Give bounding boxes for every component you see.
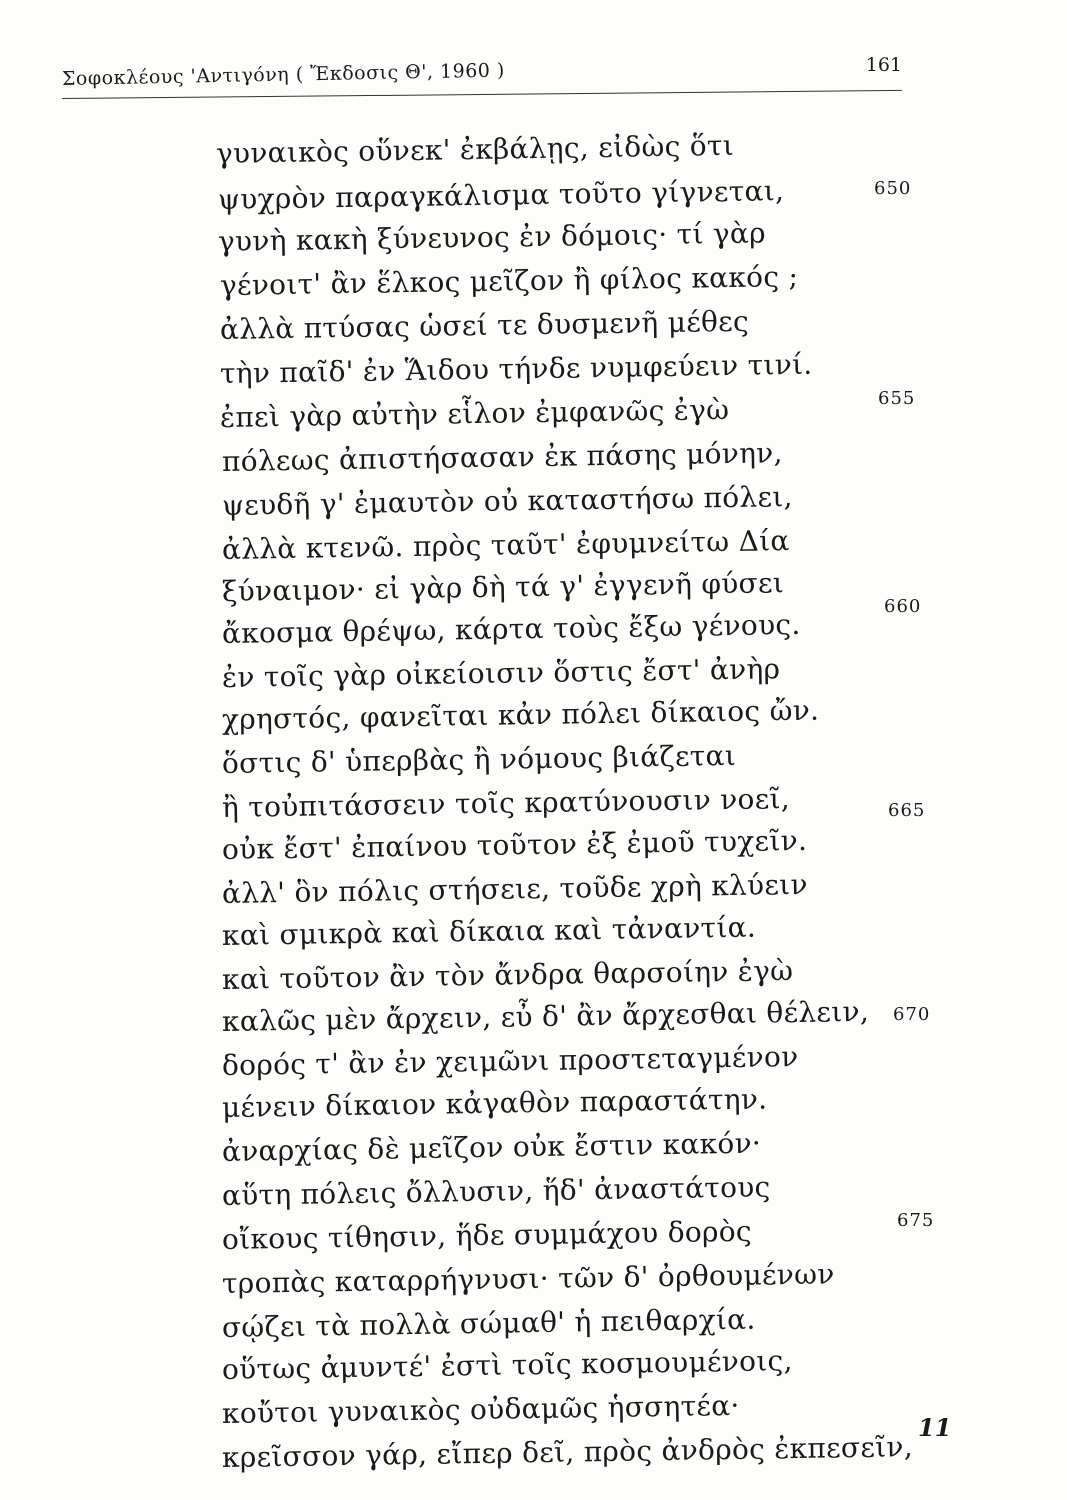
verse-line: καὶ τοῦτον ἂν τὸν ἄνδρα θαρσοίην ἐγὼ — [221, 954, 794, 996]
verse-line: ἀλλὰ πτύσας ὡσεί τε δυσμενῆ μέθες — [219, 304, 750, 346]
verse-line: μένειν δίκαιον κἀγαθὸν παραστάτην. — [221, 1082, 768, 1124]
verse-line: δορός τ' ἂν ἐν χειμῶνι προστεταγμένον — [221, 1039, 799, 1082]
verse-line: ὅστις δ' ὑπερβὰς ἢ νόμους βιάζεται — [221, 738, 737, 780]
verse-line: ἐν τοῖς γὰρ οἰκείοισιν ὅστις ἔστ' ἀνὴρ — [221, 652, 781, 694]
verse-line: κρεῖσσον γάρ, εἴπερ δεῖ, πρὸς ἀνδρὸς ἐκπεσεῖν, — [221, 1430, 914, 1474]
line-number: 670 — [893, 1004, 931, 1025]
page-number: 161 — [865, 54, 902, 76]
verse-line: ψευδῆ γ' ἐμαυτὸν οὐ καταστήσω πόλει, — [221, 480, 793, 522]
verse-line: αὕτη πόλεις ὄλλυσιν, ἥδ' ἀναστάτους — [221, 1170, 771, 1212]
verse-line: τὴν παῖδ' ἐν Ἅιδου τήνδε νυμφεύειν τινί. — [219, 347, 813, 390]
verse-line: γυνὴ κακὴ ξύνευνος ἐν δόμοις· τί γὰρ — [217, 216, 767, 258]
verse-line: οὐκ ἔστ' ἐπαίνου τοῦτον ἐξ ἐμοῦ τυχεῖν. — [221, 823, 808, 866]
signature-mark: 11 — [918, 1413, 952, 1442]
verse-line: ἀλλὰ κτενῶ. πρὸς ταῦτ' ἐφυμνείτω Δία — [221, 524, 790, 566]
verse-line: γυναικὸς οὕνεκ' ἐκβάλῃς, εἰδὼς ὅτι — [215, 128, 735, 170]
verse-line: ἐπεὶ γὰρ αὐτὴν εἷλον ἐμφανῶς ἐγὼ — [219, 393, 730, 434]
verse-line: πόλεως ἀπιστήσασαν ἐκ πάσης μόνην, — [221, 436, 783, 478]
verse-line: ἢ τοὐπιτάσσειν τοῖς κρατύνουσιν νοεῖ, — [221, 782, 791, 824]
verse-line: οἴκους τίθησιν, ἥδε συμμάχου δορὸς — [221, 1214, 753, 1256]
line-number: 660 — [884, 596, 922, 617]
line-number: 675 — [897, 1210, 935, 1231]
verse-line: ἀλλ' ὃν πόλις στήσειε, τοῦδε χρὴ κλύειν — [221, 867, 809, 910]
verse-line: οὕτως ἀμυντέ' ἐστὶ τοῖς κοσμουμένοις, — [221, 1344, 793, 1386]
verse-line: ἄκοσμα θρέψω, κάρτα τοὺς ἔξω γένους. — [221, 607, 801, 650]
verse-line: ἀναρχίας δὲ μεῖζον οὐκ ἔστιν κακόν· — [221, 1126, 762, 1168]
line-number: 650 — [874, 178, 912, 199]
verse-line: καὶ σμικρὰ καὶ δίκαια καὶ τἀναντία. — [221, 910, 757, 952]
verse-line: σῴζει τὰ πολλὰ σώμαθ' ἡ πειθαρχία. — [221, 1302, 756, 1344]
verse-line: καλῶς μὲν ἄρχειν, εὖ δ' ἂν ἄρχεσθαι θέλειν, — [221, 994, 870, 1038]
line-number: 665 — [888, 800, 926, 821]
verse-line: χρηστός, φανεῖται κἀν πόλει δίκαιος ὤν. — [221, 693, 820, 736]
verse-line: ξύναιμον· εἰ γὰρ δὴ τά γ' ἐγγενῆ φύσει — [221, 566, 785, 608]
verse-line: κοὔτοι γυναικὸς οὐδαμῶς ἡσσητέα· — [221, 1388, 740, 1430]
verse-line: ψυχρὸν παραγκάλισμα τοῦτο γίγνεται, — [217, 174, 785, 216]
verse-line: γένοιτ' ἂν ἕλκος μεῖζον ἢ φίλος κακός ; — [219, 259, 799, 302]
running-title: Σοφοκλέους 'Αντιγόνη ( Ἔκδοσις Θ', 1960 ) — [61, 59, 506, 90]
verse-line: τροπὰς καταρρήγνυσι· τῶν δ' ὀρθουμένων — [221, 1257, 835, 1300]
line-number: 655 — [878, 388, 916, 409]
